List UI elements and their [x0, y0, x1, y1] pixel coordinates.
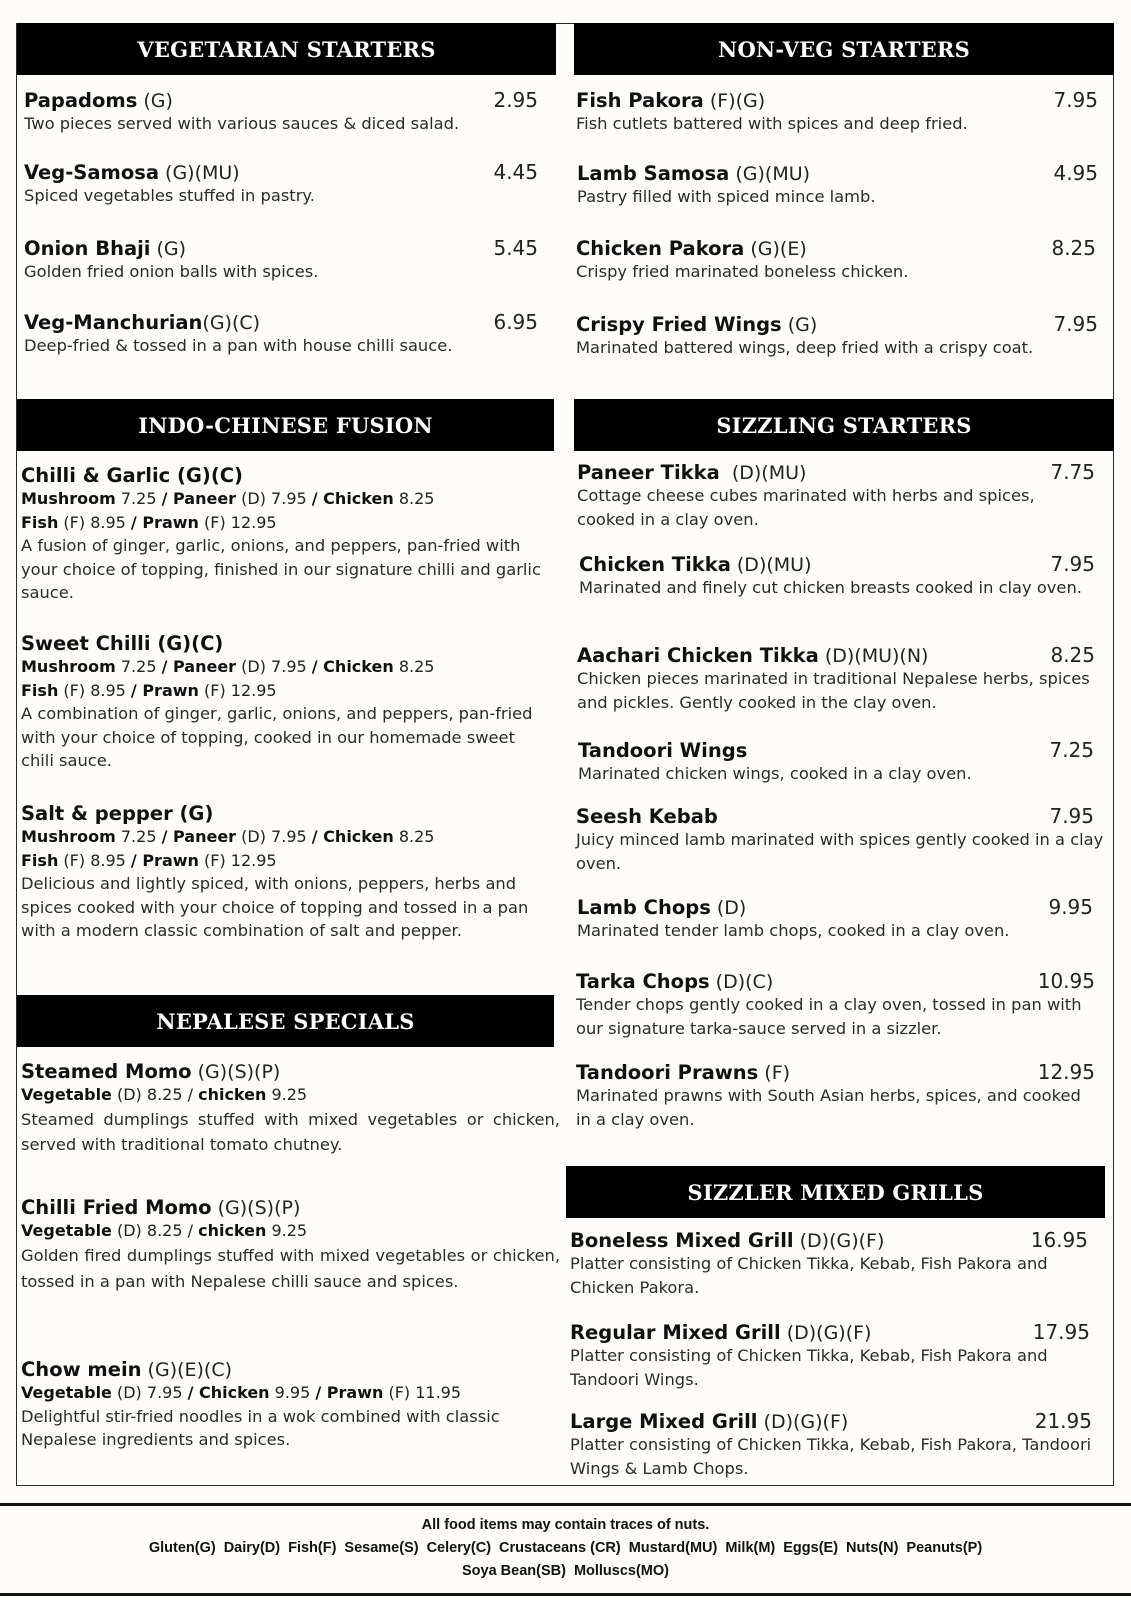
allergen-key: Peanuts(P): [906, 1540, 983, 1556]
allergen-key: Dairy(D): [223, 1540, 281, 1556]
item-description: Marinated prawns with South Asian herbs, spices, and cooked in a clay oven.: [576, 1086, 1081, 1129]
item-price: 4.95: [1053, 161, 1098, 185]
allergen-legend-line-1: [0, 1537, 1131, 1560]
option-price: (D) 7.95: [236, 657, 312, 676]
option-price: 8.25: [393, 827, 435, 846]
item-price: 10.95: [1037, 969, 1095, 993]
item-name: Salt & pepper (G): [21, 802, 214, 825]
item-allergens: (G): [781, 314, 818, 336]
option-price: (F) 12.95: [198, 680, 277, 700]
option-label: Fish: [21, 680, 59, 700]
option-label: / Paneer: [161, 657, 237, 676]
menu-item: [21, 1358, 560, 1452]
item-name: Tarka Chops: [576, 970, 710, 993]
item-options: [21, 511, 551, 535]
item-description: Golden fired dumplings stuffed with mixed vegetables or chicken, tossed in a pan with Nepalese chilli sauce and spices.: [21, 1245, 560, 1291]
item-price: 6.95: [493, 310, 538, 334]
item-name: Chicken Tikka: [579, 553, 731, 576]
option-price: 9.25: [266, 1085, 308, 1104]
item-options: [21, 679, 551, 703]
section-header-indo-chinese-fusion: INDO-CHINESE FUSION: [17, 399, 554, 451]
item-allergens: (G): [137, 90, 173, 112]
option-label: / Prawn: [130, 850, 199, 870]
item-name: Veg-Samosa: [24, 161, 159, 184]
menu-item: [24, 236, 538, 284]
menu-item: [570, 1228, 1100, 1299]
option-label: / Prawn: [315, 1383, 384, 1402]
item-options: [21, 655, 551, 679]
option-label: Mushroom: [21, 827, 116, 846]
option-price: (F) 11.95: [383, 1383, 462, 1402]
option-label: / Paneer: [161, 827, 237, 846]
item-description: Marinated tender lamb chops, cooked in a clay oven.: [577, 921, 1010, 940]
menu-item: [576, 804, 1106, 875]
item-description: Pastry filled with spiced mince lamb.: [577, 187, 876, 206]
option-price: 9.25: [266, 1221, 308, 1240]
menu-item: [570, 1320, 1100, 1391]
menu-item: [578, 738, 1094, 786]
item-name: Crispy Fried Wings: [576, 313, 782, 336]
option-label: Fish: [21, 512, 59, 532]
item-allergens: (G)(MU): [729, 163, 811, 185]
option-price: (F) 8.95: [58, 850, 131, 870]
allergen-key: Celery(C): [426, 1540, 492, 1556]
item-description: Deep-fried & tossed in a pan with house chilli sauce.: [24, 336, 453, 355]
section-header-non-veg-starters: NON-VEG STARTERS: [574, 23, 1114, 75]
option-label: / Chicken: [311, 489, 394, 508]
item-name: Fish Pakora: [576, 89, 704, 112]
item-options: [21, 825, 551, 849]
option-price: 8.25: [393, 489, 435, 508]
item-allergens: (D)(C): [709, 971, 774, 993]
option-label: / Prawn: [130, 512, 199, 532]
option-price: 9.95: [269, 1383, 316, 1402]
item-allergens: (D)(MU): [719, 462, 807, 484]
item-options: [21, 487, 551, 511]
item-price: 7.95: [1049, 804, 1094, 828]
item-allergens: (D)(G)(F): [793, 1230, 885, 1252]
item-price: 8.25: [1051, 236, 1096, 260]
allergen-key: Fish(F): [288, 1540, 337, 1556]
item-name: Sweet Chilli (G)(C): [21, 632, 224, 655]
item-name: Tandoori Prawns: [576, 1061, 759, 1084]
item-name: Aachari Chicken Tikka: [577, 644, 819, 667]
item-name: Large Mixed Grill: [570, 1410, 758, 1433]
option-price: 7.25: [115, 827, 162, 846]
item-description: Marinated chicken wings, cooked in a clay oven.: [578, 764, 972, 783]
menu-item: [570, 1409, 1100, 1480]
item-name: Paneer Tikka: [577, 461, 720, 484]
option-label: Fish: [21, 850, 59, 870]
footer-top-rule: [0, 1503, 1131, 1506]
allergen-key: Soya Bean(SB): [461, 1563, 566, 1579]
menu-item: [21, 632, 551, 773]
nuts-notice: All food items may contain traces of nuts.: [421, 1517, 710, 1533]
item-name: Onion Bhaji: [24, 237, 151, 260]
option-label: Vegetable: [21, 1383, 112, 1402]
item-price: 7.95: [1053, 88, 1098, 112]
option-label: / Paneer: [161, 489, 237, 508]
item-allergens: (F)(G): [703, 90, 766, 112]
item-description: A combination of ginger, garlic, onions, and peppers, pan-fried with your choice of topping, cooked in our homemade sweet chili sauce.: [21, 704, 533, 770]
item-allergens: (D)(MU): [730, 554, 812, 576]
item-allergens: (G)(E): [744, 238, 807, 260]
item-price: 2.95: [493, 88, 538, 112]
menu-item: [577, 161, 1098, 209]
allergen-key: Gluten(G): [148, 1540, 216, 1556]
item-name: Papadoms: [24, 89, 138, 112]
item-description: A fusion of ginger, garlic, onions, and peppers, pan-fried with your choice of topping, finished in our signature chilli and garlic sauce.: [21, 536, 541, 602]
option-label: chicken: [198, 1085, 267, 1104]
option-label: / Chicken: [311, 657, 394, 676]
item-name: Steamed Momo: [21, 1060, 192, 1083]
item-allergens: (F): [758, 1062, 791, 1084]
option-label: Vegetable: [21, 1221, 112, 1240]
menu-item: [21, 464, 551, 605]
item-allergens: (G)(E)(C): [141, 1359, 233, 1381]
option-label: Vegetable: [21, 1085, 112, 1104]
item-options: [21, 1381, 560, 1405]
option-price: (F) 8.95: [58, 512, 131, 532]
option-label: chicken: [198, 1221, 267, 1240]
option-price: (D) 7.95: [236, 827, 312, 846]
allergen-key: Crustaceans (CR): [499, 1540, 621, 1556]
item-options: [21, 1083, 560, 1107]
item-allergens: (D)(G)(F): [757, 1411, 849, 1433]
option-price: 8.25: [393, 657, 435, 676]
item-options: [21, 849, 551, 873]
menu-item: [576, 312, 1098, 360]
item-description: Chicken pieces marinated in traditional Nepalese herbs, spices and pickles. Gently cooked in the clay oven.: [577, 669, 1090, 712]
menu-item: [576, 1060, 1095, 1131]
item-description: Platter consisting of Chicken Tikka, Kebab, Fish Pakora, Tandoori Wings & Lamb Chops.: [570, 1435, 1092, 1478]
section-header-vegetarian-starters: VEGETARIAN STARTERS: [17, 23, 556, 75]
item-description: Crispy fried marinated boneless chicken.: [576, 262, 909, 281]
item-name: Boneless Mixed Grill: [570, 1229, 794, 1252]
item-price: 8.25: [1050, 643, 1095, 667]
option-price: (D) 7.95: [236, 489, 312, 508]
option-price: 7.25: [115, 657, 162, 676]
item-allergens: (G)(MU): [159, 162, 240, 184]
option-price: (F) 12.95: [198, 512, 277, 532]
allergen-key: Molluscs(MO): [573, 1563, 669, 1579]
item-name: Tandoori Wings: [578, 739, 748, 762]
item-name: Veg-Manchurian: [24, 311, 203, 334]
menu-item: [577, 643, 1095, 714]
item-name: Lamb Chops: [577, 896, 711, 919]
option-label: / Chicken: [311, 827, 394, 846]
item-allergens: (G): [150, 238, 187, 260]
item-description: Golden fried onion balls with spices.: [24, 262, 319, 281]
item-price: 21.95: [1034, 1409, 1092, 1433]
option-price: (D) 7.95: [111, 1383, 188, 1402]
option-price: (D) 8.25 /: [111, 1085, 199, 1104]
option-price: 7.25: [115, 489, 162, 508]
item-options: [21, 1219, 560, 1243]
item-price: 7.95: [1050, 552, 1095, 576]
menu-item: [24, 310, 538, 358]
item-name: Chow mein: [21, 1358, 142, 1381]
allergen-key: Nuts(N): [846, 1540, 899, 1556]
option-price: (D) 8.25 /: [111, 1221, 199, 1240]
menu-item: [576, 88, 1098, 136]
item-name: Seesh Kebab: [576, 805, 718, 828]
item-description: Two pieces served with various sauces & diced salad.: [24, 114, 460, 133]
menu-item: [577, 895, 1093, 943]
item-description: Steamed dumplings stuffed with mixed vegetables or chicken, served with traditional tomato chutney.: [21, 1109, 560, 1154]
item-name: Chilli Fried Momo: [21, 1196, 212, 1219]
item-price: 5.45: [493, 236, 538, 260]
option-label: Mushroom: [21, 657, 116, 676]
allergen-legend-line-2: [0, 1560, 1131, 1583]
item-description: Tender chops gently cooked in a clay oven, tossed in pan with our signature tarka-sauce served in a sizzler.: [576, 995, 1082, 1038]
item-allergens: (G)(C): [202, 312, 261, 334]
section-header-sizzling-starters: SIZZLING STARTERS: [574, 399, 1114, 451]
item-description: Marinated battered wings, deep fried with a crispy coat.: [576, 338, 1034, 357]
item-description: Platter consisting of Chicken Tikka, Kebab, Fish Pakora and Chicken Pakora.: [570, 1254, 1048, 1297]
item-price: 17.95: [1032, 1320, 1090, 1344]
item-allergens: (G)(S)(P): [211, 1197, 301, 1219]
item-name: Regular Mixed Grill: [570, 1321, 781, 1344]
option-price: (F) 12.95: [198, 850, 277, 870]
footer-bottom-rule: [0, 1593, 1131, 1596]
menu-item: [579, 552, 1095, 600]
item-allergens: (D)(G)(F): [780, 1322, 872, 1344]
item-description: Spiced vegetables stuffed in pastry.: [24, 186, 315, 205]
menu-item: [21, 1196, 560, 1295]
item-allergens: (G)(S)(P): [191, 1061, 281, 1083]
item-description: Delightful stir-fried noodles in a wok combined with classic Nepalese ingredients and spices.: [21, 1406, 500, 1449]
item-name: Chicken Pakora: [576, 237, 745, 260]
item-allergens: (D)(MU)(N): [818, 645, 929, 667]
option-price: (F) 8.95: [58, 680, 131, 700]
option-label: Mushroom: [21, 489, 116, 508]
item-description: Delicious and lightly spiced, with onions, peppers, herbs and spices cooked with your choice of topping and tossed in a pan with a modern classic combination of salt and pepper.: [21, 874, 529, 940]
item-description: Fish cutlets battered with spices and deep fried.: [576, 114, 968, 133]
menu-item: [21, 802, 551, 943]
menu-item: [576, 969, 1095, 1040]
item-description: Platter consisting of Chicken Tikka, Kebab, Fish Pakora and Tandoori Wings.: [570, 1346, 1048, 1389]
item-description: Juicy minced lamb marinated with spices gently cooked in a clay oven.: [576, 830, 1104, 873]
item-price: 12.95: [1037, 1060, 1095, 1084]
item-allergens: (D): [710, 897, 747, 919]
item-price: 7.25: [1049, 738, 1094, 762]
menu-item: [576, 236, 1096, 284]
menu-item: [21, 1060, 560, 1157]
menu-item: [577, 460, 1095, 531]
allergen-footer: [0, 1514, 1131, 1583]
frame-top-border-gap: [556, 23, 576, 24]
item-price: 16.95: [1030, 1228, 1088, 1252]
item-description: Cottage cheese cubes marinated with herbs and spices, cooked in a clay oven.: [577, 486, 1035, 529]
item-price: 4.45: [493, 160, 538, 184]
item-name: Lamb Samosa: [577, 162, 730, 185]
allergen-key: Milk(M): [725, 1540, 776, 1556]
option-label: / Chicken: [187, 1383, 270, 1402]
allergen-key: Sesame(S): [344, 1540, 419, 1556]
section-header-nepalese-specials: NEPALESE SPECIALS: [17, 995, 554, 1047]
item-price: 7.75: [1050, 460, 1095, 484]
item-price: 7.95: [1053, 312, 1098, 336]
menu-item: [24, 88, 538, 136]
allergen-key: Eggs(E): [783, 1540, 839, 1556]
item-name: Chilli & Garlic (G)(C): [21, 464, 243, 487]
item-price: 9.95: [1048, 895, 1093, 919]
allergen-key: Mustard(MU): [628, 1540, 718, 1556]
menu-item: [24, 160, 538, 208]
item-description: Marinated and finely cut chicken breasts cooked in clay oven.: [579, 578, 1082, 597]
option-label: / Prawn: [130, 680, 199, 700]
section-header-sizzler-mixed-grills: SIZZLER MIXED GRILLS: [566, 1166, 1105, 1218]
